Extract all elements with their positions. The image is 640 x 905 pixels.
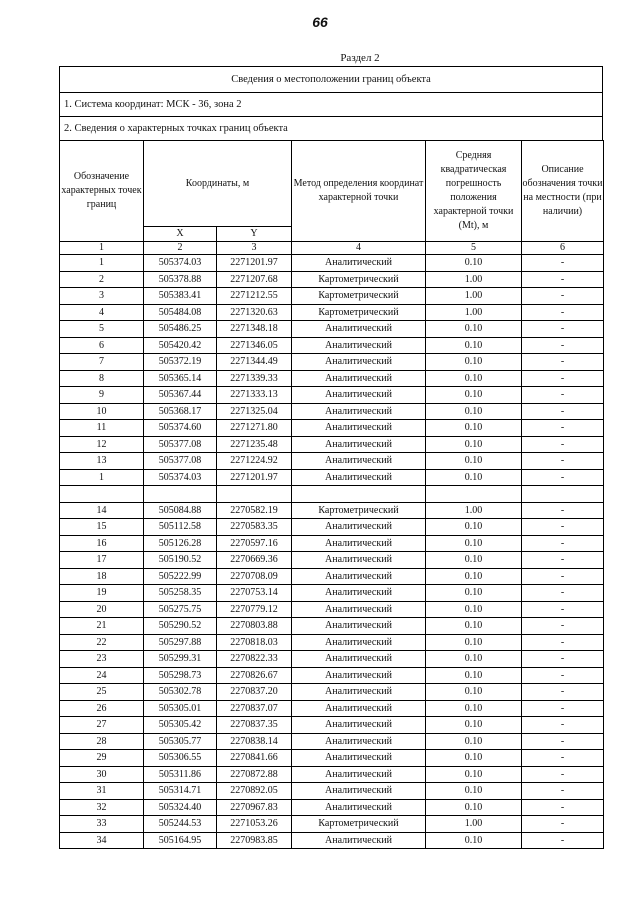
point-number-cell: 2: [60, 271, 144, 288]
y-coordinate-cell: 2271348.18: [217, 321, 292, 338]
table-row: [60, 667, 604, 684]
header-description: Описание обозначения точки на местности (при наличии): [522, 141, 604, 242]
y-coordinate-cell: 2271201.97: [217, 255, 292, 272]
description-cell: -: [522, 816, 604, 833]
point-number-cell: 5: [60, 321, 144, 338]
header-mean-error: Средняя квадратическая погрешность положения характерной точки (Mt), м: [426, 141, 522, 242]
point-number-cell: 26: [60, 700, 144, 717]
x-coordinate-cell: 505374.03: [144, 469, 217, 486]
x-coordinate-cell: 505244.53: [144, 816, 217, 833]
point-number-cell: 4: [60, 304, 144, 321]
point-number-cell: 24: [60, 667, 144, 684]
y-coordinate-cell: 2271320.63: [217, 304, 292, 321]
method-cell: Аналитический: [292, 634, 426, 651]
method-cell: Аналитический: [292, 651, 426, 668]
y-coordinate-cell: 2271333.13: [217, 387, 292, 404]
table-row: [60, 255, 604, 272]
x-coordinate-cell: 505486.25: [144, 321, 217, 338]
mean-error-cell: 0.10: [426, 403, 522, 420]
method-cell: Аналитический: [292, 321, 426, 338]
mean-error-cell: 0.10: [426, 420, 522, 437]
y-coordinate-cell: 2270837.07: [217, 700, 292, 717]
description-cell: -: [522, 684, 604, 701]
table-row: [60, 766, 604, 783]
description-cell: -: [522, 601, 604, 618]
method-cell: Аналитический: [292, 601, 426, 618]
x-coordinate-cell: 505302.78: [144, 684, 217, 701]
method-cell: Аналитический: [292, 667, 426, 684]
method-cell: Картометрический: [292, 502, 426, 519]
y-coordinate-cell: 2270892.05: [217, 783, 292, 800]
x-coordinate-cell: 505126.28: [144, 535, 217, 552]
point-number-cell: 1: [60, 255, 144, 272]
x-coordinate-cell: 505305.42: [144, 717, 217, 734]
table-row: [60, 469, 604, 486]
method-cell: Аналитический: [292, 568, 426, 585]
y-coordinate-cell: 2271346.05: [217, 337, 292, 354]
mean-error-cell: 1.00: [426, 271, 522, 288]
mean-error-cell: 0.10: [426, 601, 522, 618]
coordinate-system-line: 1. Система координат: МСК - 36, зона 2: [59, 92, 603, 116]
table-row: [60, 601, 604, 618]
method-cell: Аналитический: [292, 420, 426, 437]
method-cell: [292, 486, 426, 503]
mean-error-cell: 0.10: [426, 585, 522, 602]
mean-error-cell: 0.10: [426, 519, 522, 536]
x-coordinate-cell: 505374.60: [144, 420, 217, 437]
header-coordinates: Координаты, м: [144, 141, 292, 227]
table-row: [60, 271, 604, 288]
description-cell: -: [522, 502, 604, 519]
column-number: 3: [217, 242, 292, 255]
y-coordinate-cell: 2270838.14: [217, 733, 292, 750]
table-row: [60, 304, 604, 321]
y-coordinate-cell: 2271053.26: [217, 816, 292, 833]
method-cell: Аналитический: [292, 519, 426, 536]
description-cell: -: [522, 766, 604, 783]
mean-error-cell: 0.10: [426, 370, 522, 387]
point-number-cell: 8: [60, 370, 144, 387]
mean-error-cell: 0.10: [426, 387, 522, 404]
method-cell: Аналитический: [292, 750, 426, 767]
table-row: [60, 832, 604, 849]
point-number-cell: 1: [60, 469, 144, 486]
table-row: [60, 585, 604, 602]
description-cell: -: [522, 255, 604, 272]
method-cell: Картометрический: [292, 288, 426, 305]
point-number-cell: [60, 486, 144, 503]
table-row: [60, 684, 604, 701]
table-row: [60, 502, 604, 519]
description-cell: -: [522, 568, 604, 585]
column-number: 2: [144, 242, 217, 255]
mean-error-cell: 0.10: [426, 766, 522, 783]
method-cell: Аналитический: [292, 552, 426, 569]
mean-error-cell: 0.10: [426, 436, 522, 453]
y-coordinate-cell: 2270803.88: [217, 618, 292, 635]
description-cell: -: [522, 420, 604, 437]
mean-error-cell: 0.10: [426, 700, 522, 717]
point-number-cell: 13: [60, 453, 144, 470]
table-row: [60, 321, 604, 338]
method-cell: Аналитический: [292, 403, 426, 420]
point-number-cell: 23: [60, 651, 144, 668]
point-number-cell: 20: [60, 601, 144, 618]
x-coordinate-cell: 505222.99: [144, 568, 217, 585]
table-row: [60, 651, 604, 668]
description-cell: -: [522, 403, 604, 420]
description-cell: -: [522, 667, 604, 684]
x-coordinate-cell: 505324.40: [144, 799, 217, 816]
y-coordinate-cell: 2270837.35: [217, 717, 292, 734]
y-coordinate-cell: 2271325.04: [217, 403, 292, 420]
table-row: [60, 552, 604, 569]
description-cell: -: [522, 304, 604, 321]
y-coordinate-cell: 2271212.55: [217, 288, 292, 305]
x-coordinate-cell: 505365.14: [144, 370, 217, 387]
x-coordinate-cell: 505297.88: [144, 634, 217, 651]
point-number-cell: 12: [60, 436, 144, 453]
table-row: [60, 436, 604, 453]
y-coordinate-cell: 2270967.83: [217, 799, 292, 816]
y-coordinate-cell: 2270583.35: [217, 519, 292, 536]
point-number-cell: 6: [60, 337, 144, 354]
description-cell: -: [522, 799, 604, 816]
header-point-designation: Обозначение характерных точек границ: [60, 141, 144, 242]
table-row: [60, 420, 604, 437]
point-number-cell: 31: [60, 783, 144, 800]
table-row: [60, 354, 604, 371]
mean-error-cell: 0.10: [426, 634, 522, 651]
point-number-cell: 10: [60, 403, 144, 420]
x-coordinate-cell: 505275.75: [144, 601, 217, 618]
mean-error-cell: 0.10: [426, 552, 522, 569]
description-cell: [522, 486, 604, 503]
table-row: [60, 799, 604, 816]
method-cell: Аналитический: [292, 799, 426, 816]
description-cell: -: [522, 733, 604, 750]
page-number: 66: [312, 14, 328, 30]
description-cell: -: [522, 453, 604, 470]
table-row: [60, 337, 604, 354]
mean-error-cell: 1.00: [426, 288, 522, 305]
description-cell: -: [522, 832, 604, 849]
x-coordinate-cell: 505367.44: [144, 387, 217, 404]
method-cell: Аналитический: [292, 436, 426, 453]
x-coordinate-cell: 505290.52: [144, 618, 217, 635]
description-cell: -: [522, 651, 604, 668]
table-row: [60, 634, 604, 651]
description-cell: -: [522, 288, 604, 305]
x-coordinate-cell: 505112.58: [144, 519, 217, 536]
description-cell: -: [522, 271, 604, 288]
mean-error-cell: 0.10: [426, 321, 522, 338]
mean-error-cell: 0.10: [426, 667, 522, 684]
description-cell: -: [522, 750, 604, 767]
y-coordinate-cell: 2270582.19: [217, 502, 292, 519]
mean-error-cell: 0.10: [426, 568, 522, 585]
point-number-cell: 11: [60, 420, 144, 437]
y-coordinate-cell: 2271207.68: [217, 271, 292, 288]
mean-error-cell: 0.10: [426, 750, 522, 767]
description-cell: -: [522, 585, 604, 602]
method-cell: Аналитический: [292, 585, 426, 602]
mean-error-cell: 0.10: [426, 651, 522, 668]
y-coordinate-cell: 2270872.88: [217, 766, 292, 783]
x-coordinate-cell: [144, 486, 217, 503]
mean-error-cell: 0.10: [426, 832, 522, 849]
y-coordinate-cell: 2271224.92: [217, 453, 292, 470]
column-number: 6: [522, 242, 604, 255]
method-cell: Аналитический: [292, 354, 426, 371]
description-cell: -: [522, 618, 604, 635]
x-coordinate-cell: 505305.77: [144, 733, 217, 750]
mean-error-cell: 0.10: [426, 733, 522, 750]
method-cell: Аналитический: [292, 766, 426, 783]
point-number-cell: 14: [60, 502, 144, 519]
description-cell: -: [522, 337, 604, 354]
table-row: [60, 816, 604, 833]
y-coordinate-cell: 2270826.67: [217, 667, 292, 684]
table-row: [60, 486, 604, 503]
y-coordinate-cell: 2271271.80: [217, 420, 292, 437]
method-cell: Аналитический: [292, 783, 426, 800]
mean-error-cell: 0.10: [426, 337, 522, 354]
description-cell: -: [522, 370, 604, 387]
x-coordinate-cell: 505084.88: [144, 502, 217, 519]
table-row: [60, 288, 604, 305]
description-cell: -: [522, 535, 604, 552]
boundary-points-form: [59, 66, 603, 849]
x-coordinate-cell: 505298.73: [144, 667, 217, 684]
points-table: [59, 140, 604, 849]
point-number-cell: 16: [60, 535, 144, 552]
point-number-cell: 15: [60, 519, 144, 536]
x-coordinate-cell: 505372.19: [144, 354, 217, 371]
point-number-cell: 30: [60, 766, 144, 783]
x-coordinate-cell: 505314.71: [144, 783, 217, 800]
point-number-cell: 3: [60, 288, 144, 305]
x-coordinate-cell: 505377.08: [144, 453, 217, 470]
column-number: 4: [292, 242, 426, 255]
point-number-cell: 18: [60, 568, 144, 585]
method-cell: Аналитический: [292, 255, 426, 272]
point-number-cell: 22: [60, 634, 144, 651]
table-row: [60, 618, 604, 635]
point-number-cell: 32: [60, 799, 144, 816]
section-label: Раздел 2: [340, 52, 380, 64]
description-cell: -: [522, 634, 604, 651]
y-coordinate-cell: 2270837.20: [217, 684, 292, 701]
x-coordinate-cell: 505299.31: [144, 651, 217, 668]
x-coordinate-cell: 505378.88: [144, 271, 217, 288]
mean-error-cell: 0.10: [426, 535, 522, 552]
point-number-cell: 7: [60, 354, 144, 371]
point-number-cell: 17: [60, 552, 144, 569]
mean-error-cell: 0.10: [426, 684, 522, 701]
y-coordinate-cell: 2270822.33: [217, 651, 292, 668]
mean-error-cell: 0.10: [426, 799, 522, 816]
y-coordinate-cell: [217, 486, 292, 503]
x-coordinate-cell: 505484.08: [144, 304, 217, 321]
mean-error-cell: 1.00: [426, 304, 522, 321]
form-title: Сведения о местоположении границ объекта: [59, 66, 603, 92]
description-cell: -: [522, 436, 604, 453]
description-cell: -: [522, 469, 604, 486]
x-coordinate-cell: 505374.03: [144, 255, 217, 272]
method-cell: Аналитический: [292, 717, 426, 734]
mean-error-cell: 0.10: [426, 453, 522, 470]
method-cell: Аналитический: [292, 387, 426, 404]
mean-error-cell: 1.00: [426, 502, 522, 519]
description-cell: -: [522, 387, 604, 404]
column-number: 5: [426, 242, 522, 255]
point-number-cell: 19: [60, 585, 144, 602]
points-heading: 2. Сведения о характерных точках границ объекта: [59, 116, 603, 140]
point-number-cell: 29: [60, 750, 144, 767]
point-number-cell: 25: [60, 684, 144, 701]
point-number-cell: 28: [60, 733, 144, 750]
x-coordinate-cell: 505420.42: [144, 337, 217, 354]
description-cell: -: [522, 354, 604, 371]
table-row: [60, 717, 604, 734]
description-cell: -: [522, 700, 604, 717]
method-cell: Аналитический: [292, 700, 426, 717]
point-number-cell: 9: [60, 387, 144, 404]
method-cell: Аналитический: [292, 684, 426, 701]
mean-error-cell: 0.10: [426, 783, 522, 800]
x-coordinate-cell: 505164.95: [144, 832, 217, 849]
x-coordinate-cell: 505258.35: [144, 585, 217, 602]
y-coordinate-cell: 2270753.14: [217, 585, 292, 602]
y-coordinate-cell: 2270669.36: [217, 552, 292, 569]
mean-error-cell: [426, 486, 522, 503]
mean-error-cell: 0.10: [426, 717, 522, 734]
method-cell: Картометрический: [292, 304, 426, 321]
table-row: [60, 403, 604, 420]
table-row: [60, 453, 604, 470]
table-row: [60, 519, 604, 536]
point-number-cell: 33: [60, 816, 144, 833]
mean-error-cell: 1.00: [426, 816, 522, 833]
y-coordinate-cell: 2270841.66: [217, 750, 292, 767]
mean-error-cell: 0.10: [426, 618, 522, 635]
method-cell: Аналитический: [292, 535, 426, 552]
x-coordinate-cell: 505306.55: [144, 750, 217, 767]
y-coordinate-cell: 2270779.12: [217, 601, 292, 618]
method-cell: Аналитический: [292, 370, 426, 387]
point-number-cell: 34: [60, 832, 144, 849]
description-cell: -: [522, 717, 604, 734]
mean-error-cell: 0.10: [426, 354, 522, 371]
y-coordinate-cell: 2271339.33: [217, 370, 292, 387]
table-row: [60, 783, 604, 800]
y-coordinate-cell: 2270983.85: [217, 832, 292, 849]
x-coordinate-cell: 505190.52: [144, 552, 217, 569]
method-cell: Аналитический: [292, 832, 426, 849]
point-number-cell: 21: [60, 618, 144, 635]
points-table-body: [60, 255, 604, 849]
header-y: Y: [217, 227, 292, 242]
table-row: [60, 700, 604, 717]
table-row: [60, 733, 604, 750]
description-cell: -: [522, 783, 604, 800]
x-coordinate-cell: 505305.01: [144, 700, 217, 717]
table-row: [60, 750, 604, 767]
x-coordinate-cell: 505383.41: [144, 288, 217, 305]
table-row: [60, 535, 604, 552]
table-row: [60, 370, 604, 387]
mean-error-cell: 0.10: [426, 255, 522, 272]
table-row: [60, 387, 604, 404]
table-row: [60, 568, 604, 585]
x-coordinate-cell: 505377.08: [144, 436, 217, 453]
method-cell: Картометрический: [292, 816, 426, 833]
method-cell: Картометрический: [292, 271, 426, 288]
x-coordinate-cell: 505311.86: [144, 766, 217, 783]
header-x: X: [144, 227, 217, 242]
description-cell: -: [522, 552, 604, 569]
method-cell: Аналитический: [292, 337, 426, 354]
header-method: Метод определения координат характерной точки: [292, 141, 426, 242]
y-coordinate-cell: 2271235.48: [217, 436, 292, 453]
y-coordinate-cell: 2271344.49: [217, 354, 292, 371]
column-number: 1: [60, 242, 144, 255]
method-cell: Аналитический: [292, 618, 426, 635]
x-coordinate-cell: 505368.17: [144, 403, 217, 420]
y-coordinate-cell: 2271201.97: [217, 469, 292, 486]
point-number-cell: 27: [60, 717, 144, 734]
method-cell: Аналитический: [292, 733, 426, 750]
mean-error-cell: 0.10: [426, 469, 522, 486]
method-cell: Аналитический: [292, 453, 426, 470]
y-coordinate-cell: 2270818.03: [217, 634, 292, 651]
y-coordinate-cell: 2270708.09: [217, 568, 292, 585]
y-coordinate-cell: 2270597.16: [217, 535, 292, 552]
description-cell: -: [522, 519, 604, 536]
method-cell: Аналитический: [292, 469, 426, 486]
description-cell: -: [522, 321, 604, 338]
